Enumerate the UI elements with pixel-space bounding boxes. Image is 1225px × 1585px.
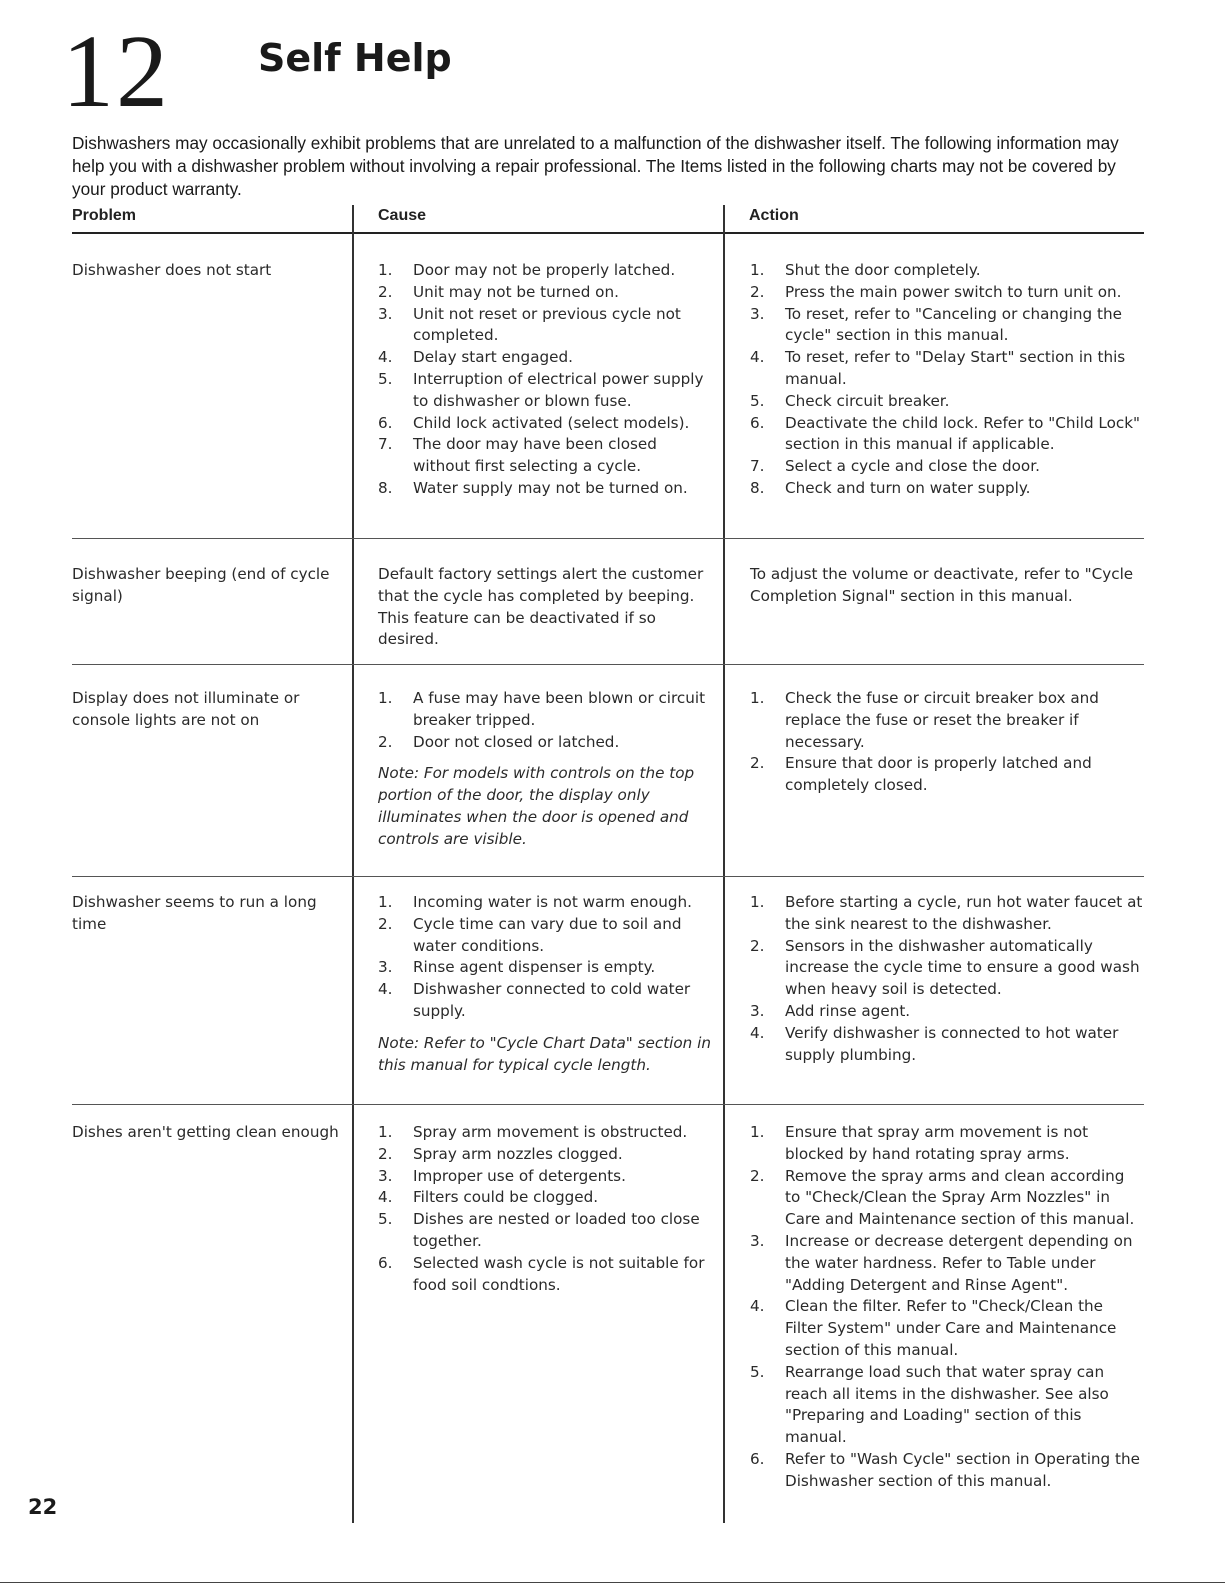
list-item-text: Spray arm nozzles clogged. bbox=[413, 1144, 623, 1163]
list-item-text: Unit not reset or previous cycle not completed. bbox=[413, 304, 681, 345]
list-item bbox=[378, 260, 714, 282]
list-item-number: 4. bbox=[750, 348, 765, 367]
list-item bbox=[750, 1166, 1144, 1231]
list-item-number: 6. bbox=[378, 1253, 393, 1272]
list-item bbox=[750, 892, 1144, 936]
list-item bbox=[378, 434, 714, 478]
list-item-number: 2. bbox=[378, 914, 393, 933]
action-list bbox=[750, 1122, 1144, 1493]
list-item-number: 4. bbox=[750, 1297, 765, 1316]
list-item bbox=[378, 347, 714, 369]
cause-list bbox=[378, 260, 714, 500]
list-item-number: 1. bbox=[750, 1123, 765, 1141]
list-item-number: 5. bbox=[378, 1210, 393, 1229]
list-item-text: Interruption of electrical power supply to dishwasher or blown fuse. bbox=[413, 369, 704, 410]
list-item bbox=[378, 979, 714, 1023]
cause-cell bbox=[378, 1122, 714, 1296]
row-divider bbox=[72, 876, 1144, 877]
problem-cell: Dishwasher does not start bbox=[72, 261, 272, 279]
list-item bbox=[750, 1023, 1144, 1067]
header-problem: Problem bbox=[72, 207, 137, 224]
list-item-number: 4. bbox=[378, 980, 393, 999]
action-cell bbox=[750, 1122, 1144, 1493]
list-item-number: 6. bbox=[750, 413, 765, 432]
list-item-number: 1. bbox=[750, 689, 765, 707]
action-list bbox=[750, 260, 1144, 500]
list-item-text: Increase or decrease detergent depending on the water hardness. Refer to Table under "Adding Detergent and Rinse Agent". bbox=[785, 1231, 1133, 1294]
list-item-text: A fuse may have been blown or circuit breaker tripped. bbox=[413, 689, 706, 729]
list-item bbox=[378, 1187, 714, 1209]
list-item-text: Clean the filter. Refer to "Check/Clean the Filter System" under Care and Maintenance section of this manual. bbox=[785, 1297, 1117, 1359]
list-item-text: Improper use of detergents. bbox=[413, 1166, 626, 1185]
list-item-number: 2. bbox=[750, 282, 765, 301]
list-item-number: 1. bbox=[378, 1123, 393, 1141]
list-item-number: 1. bbox=[378, 893, 393, 911]
list-item-number: 1. bbox=[750, 893, 765, 911]
row-divider bbox=[72, 1104, 1144, 1105]
action-cell bbox=[750, 260, 1144, 500]
list-item-text: Ensure that door is properly latched and completely closed. bbox=[785, 754, 1092, 795]
list-item-number: 3. bbox=[750, 1231, 765, 1250]
list-item bbox=[378, 688, 714, 732]
list-item-text: Ensure that spray arm movement is not blocked by hand rotating spray arms. bbox=[785, 1123, 1089, 1163]
table-header bbox=[72, 205, 1144, 234]
list-item bbox=[378, 1166, 714, 1188]
cause-note: Note: Refer to "Cycle Chart Data" section in this manual for typical cycle length. bbox=[378, 1033, 711, 1074]
list-item-number: 7. bbox=[378, 435, 393, 454]
page-number: 22 bbox=[28, 1495, 58, 1519]
list-item bbox=[378, 478, 714, 500]
list-item bbox=[750, 1362, 1144, 1449]
list-item-number: 2. bbox=[378, 1144, 393, 1163]
list-item bbox=[378, 892, 714, 914]
column-divider-action bbox=[723, 205, 725, 1523]
list-item bbox=[378, 957, 714, 979]
list-item-text: Dishwasher connected to cold water supply. bbox=[413, 980, 691, 1020]
header-action: Action bbox=[749, 207, 799, 224]
list-item bbox=[750, 936, 1144, 1001]
list-item bbox=[750, 1122, 1144, 1166]
list-item-text: Selected wash cycle is not suitable for food soil condtions. bbox=[413, 1253, 705, 1294]
list-item-number: 6. bbox=[378, 413, 393, 432]
list-item-text: Rinse agent dispenser is empty. bbox=[413, 958, 656, 977]
list-item-text: Rearrange load such that water spray can reach all items in the dishwasher. See also "Preparing and Loading" section of this manual. bbox=[785, 1362, 1109, 1447]
list-item bbox=[750, 478, 1144, 500]
list-item bbox=[750, 347, 1144, 391]
intro-paragraph: Dishwashers may occasionally exhibit problems that are unrelated to a malfunction of the dishwasher itself. The following information may help you with a dishwasher problem without involving a repair professional. The Items listed in the following charts may not be covered by your product warranty. bbox=[72, 133, 1119, 199]
list-item bbox=[378, 914, 714, 958]
list-item-number: 1. bbox=[378, 689, 393, 707]
list-item bbox=[378, 732, 714, 754]
header-cause: Cause bbox=[378, 207, 427, 224]
list-item-text: Sensors in the dishwasher automatically increase the cycle time to ensure a good wash when heavy soil is detected. bbox=[785, 936, 1140, 999]
list-item-number: 2. bbox=[750, 1166, 765, 1185]
list-item-text: Unit may not be turned on. bbox=[413, 282, 619, 301]
bottom-border bbox=[0, 1582, 1225, 1583]
list-item-number: 6. bbox=[750, 1449, 765, 1468]
action-list bbox=[750, 688, 1144, 797]
list-item-number: 3. bbox=[378, 1166, 393, 1185]
list-item-text: Filters could be clogged. bbox=[413, 1188, 599, 1207]
list-item bbox=[750, 688, 1144, 753]
action-cell: To adjust the volume or deactivate, refer to "Cycle Completion Signal" section in this manual. bbox=[750, 565, 1134, 605]
list-item-number: 2. bbox=[378, 282, 393, 301]
list-item-number: 3. bbox=[378, 958, 393, 977]
list-item bbox=[378, 1253, 714, 1297]
list-item bbox=[378, 1144, 714, 1166]
list-item-number: 5. bbox=[750, 391, 765, 410]
list-item bbox=[378, 413, 714, 435]
cause-list bbox=[378, 688, 714, 753]
list-item-text: Check the fuse or circuit breaker box and replace the fuse or reset the breaker if necessary. bbox=[785, 689, 1099, 751]
list-item bbox=[750, 1001, 1144, 1023]
list-item-text: Water supply may not be turned on. bbox=[413, 478, 688, 497]
list-item bbox=[750, 304, 1144, 348]
list-item-number: 3. bbox=[750, 1001, 765, 1020]
list-item-text: Cycle time can vary due to soil and water conditions. bbox=[413, 914, 682, 955]
list-item-text: Verify dishwasher is connected to hot water supply plumbing. bbox=[785, 1023, 1119, 1064]
list-item bbox=[750, 1449, 1144, 1493]
cause-cell: Default factory settings alert the customer that the cycle has completed by beeping. This feature can be deactivated if so desired. bbox=[378, 565, 704, 649]
list-item-number: 2. bbox=[750, 936, 765, 955]
list-item bbox=[378, 369, 714, 413]
action-list bbox=[750, 892, 1144, 1066]
chapter-number: 12 bbox=[62, 14, 170, 129]
list-item-text: Refer to "Wash Cycle" section in Operating the Dishwasher section of this manual. bbox=[785, 1449, 1140, 1490]
list-item-text: Door not closed or latched. bbox=[413, 732, 620, 751]
list-item-number: 2. bbox=[750, 754, 765, 773]
cause-cell bbox=[378, 688, 714, 851]
list-item-text: Press the main power switch to turn unit on. bbox=[785, 282, 1122, 301]
list-item bbox=[378, 304, 714, 348]
list-item-number: 1. bbox=[750, 261, 765, 279]
list-item bbox=[750, 753, 1144, 797]
list-item-text: Deactivate the child lock. Refer to "Child Lock" section in this manual if applicable. bbox=[785, 413, 1141, 454]
list-item-text: The door may have been closed without first selecting a cycle. bbox=[413, 435, 657, 476]
list-item-text: Before starting a cycle, run hot water faucet at the sink nearest to the dishwasher. bbox=[785, 893, 1143, 933]
list-item-number: 1. bbox=[378, 261, 393, 279]
list-item-number: 2. bbox=[378, 732, 393, 751]
list-item bbox=[750, 413, 1144, 457]
problem-cell: Dishwasher beeping (end of cycle signal) bbox=[72, 565, 330, 605]
list-item-text: Delay start engaged. bbox=[413, 348, 573, 367]
list-item bbox=[378, 1122, 714, 1144]
cause-cell bbox=[378, 260, 714, 500]
problem-cell: Display does not illuminate or console lights are not on bbox=[72, 689, 300, 729]
column-divider-cause bbox=[352, 205, 354, 1523]
problem-cell: Dishes aren't getting clean enough bbox=[72, 1123, 339, 1141]
list-item-text: Select a cycle and close the door. bbox=[785, 457, 1040, 476]
list-item-text: Remove the spray arms and clean according to "Check/Clean the Spray Arm Nozzles" in Care and Maintenance section of this manual. bbox=[785, 1166, 1135, 1229]
list-item-number: 7. bbox=[750, 457, 765, 476]
list-item-text: Check and turn on water supply. bbox=[785, 478, 1031, 497]
problem-cell: Dishwasher seems to run a long time bbox=[72, 893, 317, 933]
list-item-number: 4. bbox=[378, 1188, 393, 1207]
list-item-number: 4. bbox=[378, 348, 393, 367]
chapter-title: Self Help bbox=[258, 36, 452, 80]
list-item-text: Child lock activated (select models). bbox=[413, 413, 690, 432]
list-item-text: Check circuit breaker. bbox=[785, 391, 950, 410]
list-item-number: 8. bbox=[750, 478, 765, 497]
list-item bbox=[750, 1231, 1144, 1296]
list-item-text: Spray arm movement is obstructed. bbox=[413, 1123, 688, 1141]
list-item-number: 4. bbox=[750, 1023, 765, 1042]
list-item-text: To reset, refer to "Delay Start" section in this manual. bbox=[785, 348, 1126, 388]
list-item bbox=[378, 282, 714, 304]
list-item bbox=[750, 1296, 1144, 1361]
list-item-text: To reset, refer to "Canceling or changing the cycle" section in this manual. bbox=[785, 304, 1122, 345]
list-item-number: 5. bbox=[750, 1362, 765, 1381]
list-item bbox=[750, 282, 1144, 304]
list-item-number: 5. bbox=[378, 369, 393, 388]
row-divider bbox=[72, 538, 1144, 539]
row-divider bbox=[72, 664, 1144, 665]
list-item bbox=[750, 391, 1144, 413]
action-cell bbox=[750, 688, 1144, 797]
list-item-text: Door may not be properly latched. bbox=[413, 261, 676, 279]
cause-cell bbox=[378, 892, 714, 1076]
cause-list bbox=[378, 892, 714, 1023]
cause-note: Note: For models with controls on the top portion of the door, the display only illuminates when the door is opened and controls are visible. bbox=[378, 764, 695, 848]
list-item-text: Dishes are nested or loaded too close together. bbox=[413, 1210, 700, 1250]
action-cell bbox=[750, 892, 1144, 1066]
list-item-text: Shut the door completely. bbox=[785, 261, 981, 279]
list-item-number: 3. bbox=[378, 304, 393, 323]
list-item bbox=[378, 1209, 714, 1253]
cause-list bbox=[378, 1122, 714, 1296]
list-item bbox=[750, 260, 1144, 282]
list-item bbox=[750, 456, 1144, 478]
list-item-text: Add rinse agent. bbox=[785, 1001, 911, 1020]
list-item-number: 3. bbox=[750, 304, 765, 323]
list-item-number: 8. bbox=[378, 478, 393, 497]
list-item-text: Incoming water is not warm enough. bbox=[413, 893, 692, 911]
